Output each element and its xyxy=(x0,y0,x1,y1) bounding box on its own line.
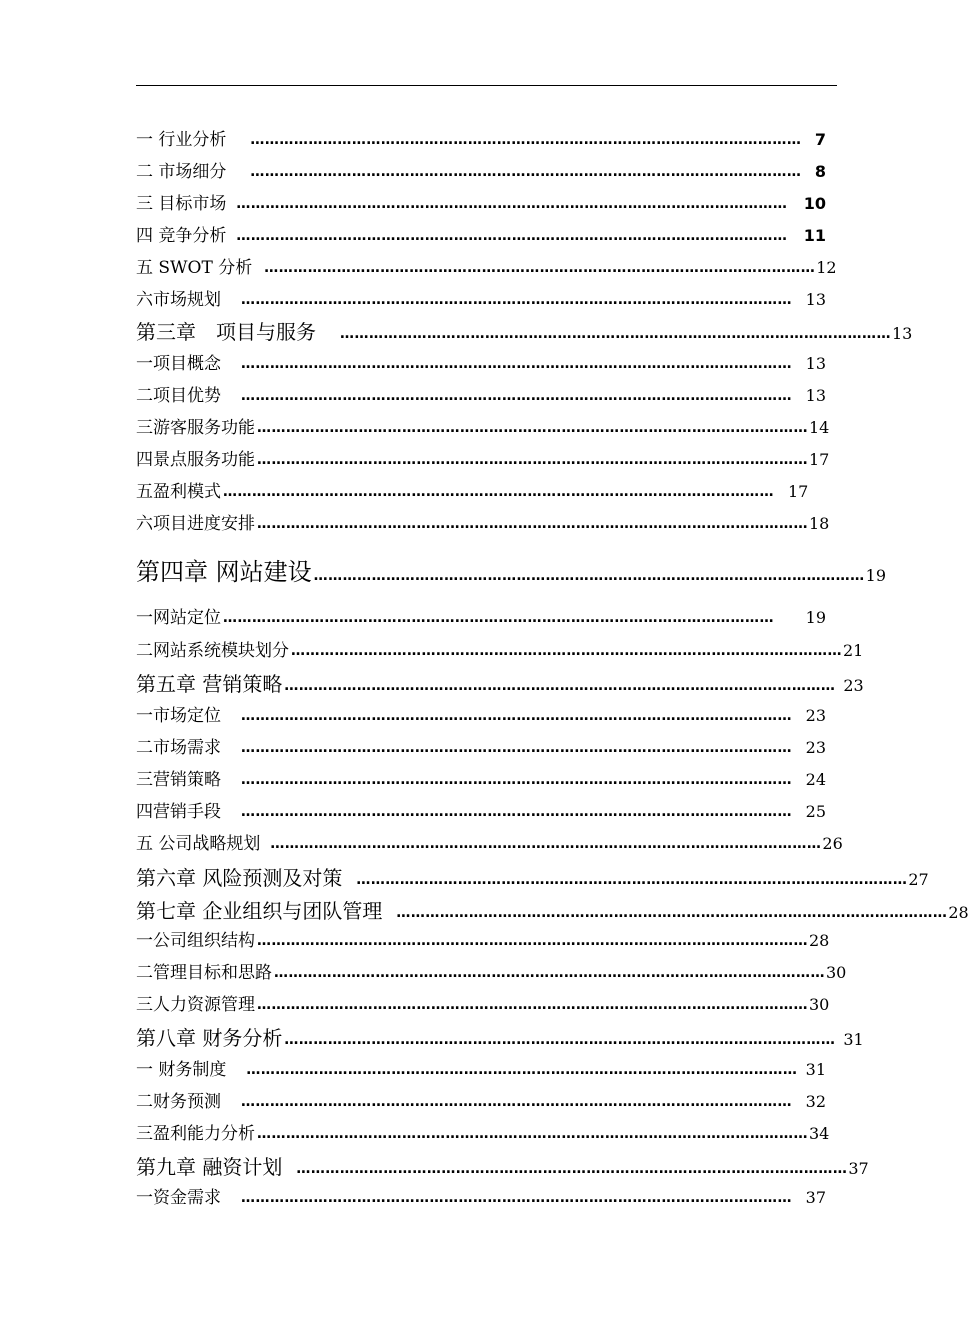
toc-entry-label: 三盈利能力分析 xyxy=(136,1124,255,1144)
toc-entry[interactable] xyxy=(136,770,826,790)
toc-entry[interactable] xyxy=(136,354,826,374)
toc-entry[interactable] xyxy=(136,194,826,214)
toc-entry[interactable] xyxy=(136,482,809,502)
toc-leader: …………………………………………………………………………………………………… xyxy=(313,568,865,584)
toc-entry[interactable] xyxy=(136,386,826,406)
toc-page-number: 19 xyxy=(805,608,826,627)
toc-entry-label: 第七章 企业组织与团队管理 xyxy=(136,899,383,923)
toc-leader: …………………………………………………………………………………………………… xyxy=(257,997,808,1013)
toc-page-number: 12 xyxy=(816,258,837,277)
toc-leader: …………………………………………………………………………………………………… xyxy=(241,772,792,788)
toc-entry-label: 一市场定位 xyxy=(136,706,221,726)
toc-entry[interactable] xyxy=(136,672,864,696)
toc-entry[interactable] xyxy=(136,706,826,726)
toc-leader: …………………………………………………………………………………………………… xyxy=(250,132,802,148)
toc-entry[interactable] xyxy=(136,320,913,344)
toc-page-number: 31 xyxy=(805,1060,826,1079)
toc-page-number: 13 xyxy=(805,290,826,309)
toc-page-number: 32 xyxy=(805,1092,826,1111)
toc-page-number: 13 xyxy=(805,354,826,373)
toc-leader: …………………………………………………………………………………………………… xyxy=(241,356,792,372)
toc-leader: …………………………………………………………………………………………………… xyxy=(356,872,908,888)
toc-leader: …………………………………………………………………………………………………… xyxy=(296,1161,848,1177)
toc-leader: …………………………………………………………………………………………………… xyxy=(241,740,792,756)
toc-entry[interactable] xyxy=(136,130,826,150)
toc-entry-label: 一 行业分析 xyxy=(136,130,227,150)
toc-entry-label: 二网站系统模块划分 xyxy=(136,641,289,661)
toc-leader: …………………………………………………………………………………………………… xyxy=(284,1032,836,1048)
toc-leader: …………………………………………………………………………………………………… xyxy=(246,1062,798,1078)
toc-entry-label: 三游客服务功能 xyxy=(136,418,255,438)
toc-page-number: 30 xyxy=(809,995,830,1014)
toc-entry[interactable] xyxy=(136,995,830,1015)
toc-leader: …………………………………………………………………………………………………… xyxy=(241,1094,792,1110)
toc-leader: …………………………………………………………………………………………………… xyxy=(236,228,788,244)
toc-leader: …………………………………………………………………………………………………… xyxy=(223,484,774,500)
toc-entry[interactable] xyxy=(136,834,843,854)
toc-page-number: 34 xyxy=(809,1124,830,1143)
toc-page-number: 27 xyxy=(908,870,929,889)
toc-page-number: 28 xyxy=(809,931,830,950)
toc-page-number: 17 xyxy=(788,482,809,501)
toc-page-number: 30 xyxy=(826,963,847,982)
toc-entry-label: 三营销策略 xyxy=(136,770,221,790)
toc-entry[interactable] xyxy=(136,1155,869,1179)
toc-entry[interactable] xyxy=(136,802,826,822)
toc-entry-label: 第六章 风险预测及对策 xyxy=(136,866,343,890)
toc-leader: …………………………………………………………………………………………………… xyxy=(291,643,842,659)
toc-entry-label: 第五章 营销策略 xyxy=(136,672,283,696)
toc-page-number: 37 xyxy=(848,1159,869,1178)
toc-entry[interactable] xyxy=(136,1092,826,1112)
toc-entry[interactable] xyxy=(136,1188,826,1208)
toc-entry[interactable] xyxy=(136,558,886,586)
toc-page-number: 23 xyxy=(805,706,826,725)
toc-page-number: 25 xyxy=(805,802,826,821)
toc-leader: …………………………………………………………………………………………………… xyxy=(264,260,816,276)
toc-leader: …………………………………………………………………………………………………… xyxy=(250,164,802,180)
toc-leader: …………………………………………………………………………………………………… xyxy=(284,678,836,694)
toc-entry-label: 二财务预测 xyxy=(136,1092,221,1112)
toc-leader: …………………………………………………………………………………………………… xyxy=(340,326,891,342)
toc-entry-label: 第八章 财务分析 xyxy=(136,1026,283,1050)
toc-page-number: 23 xyxy=(843,676,864,695)
toc-leader: …………………………………………………………………………………………………… xyxy=(241,804,792,820)
toc-leader: …………………………………………………………………………………………………… xyxy=(241,1190,792,1206)
toc-leader: …………………………………………………………………………………………………… xyxy=(274,965,825,981)
toc-leader: …………………………………………………………………………………………………… xyxy=(257,1126,808,1142)
toc-entry[interactable] xyxy=(136,1124,830,1144)
toc-entry[interactable] xyxy=(136,226,826,246)
toc-page-number: 13 xyxy=(805,386,826,405)
toc-page-number: 8 xyxy=(814,162,826,181)
toc-entry-label: 二市场需求 xyxy=(136,738,221,758)
toc-entry-label: 四 竞争分析 xyxy=(136,226,227,246)
toc-page-number: 19 xyxy=(865,566,886,585)
toc-page-number: 10 xyxy=(803,194,826,213)
toc-page-number: 21 xyxy=(843,641,864,660)
toc-page-number: 31 xyxy=(843,1030,864,1049)
toc-entry-label: 一公司组织结构 xyxy=(136,931,255,951)
toc-entry[interactable] xyxy=(136,608,826,628)
toc-entry[interactable] xyxy=(136,866,929,890)
toc-entry[interactable] xyxy=(136,1026,864,1050)
toc-entry[interactable] xyxy=(136,963,847,983)
toc-leader: …………………………………………………………………………………………………… xyxy=(257,420,808,436)
toc-entry[interactable] xyxy=(136,162,826,182)
toc-entry[interactable] xyxy=(136,899,969,923)
toc-entry-label: 第三章 项目与服务 xyxy=(136,320,316,344)
toc-entry[interactable] xyxy=(136,931,830,951)
toc-entry-label: 二 市场细分 xyxy=(136,162,227,182)
toc-entry[interactable] xyxy=(136,450,830,470)
toc-page-number: 13 xyxy=(892,324,913,343)
toc-entry-label: 四营销手段 xyxy=(136,802,221,822)
toc-leader: …………………………………………………………………………………………………… xyxy=(223,610,774,626)
toc-entry[interactable] xyxy=(136,418,830,438)
toc-entry-label: 二管理目标和思路 xyxy=(136,963,272,983)
toc-page-number: 14 xyxy=(809,418,830,437)
toc-leader: …………………………………………………………………………………………………… xyxy=(257,516,808,532)
toc-page-number: 28 xyxy=(948,903,969,922)
toc-entry-label: 三人力资源管理 xyxy=(136,995,255,1015)
toc-leader: …………………………………………………………………………………………………… xyxy=(241,708,792,724)
toc-leader: …………………………………………………………………………………………………… xyxy=(236,196,788,212)
toc-entry-label: 第九章 融资计划 xyxy=(136,1155,283,1179)
toc-entry-label: 六项目进度安排 xyxy=(136,514,255,534)
toc-page-number: 17 xyxy=(809,450,830,469)
toc-entry-label: 五盈利模式 xyxy=(136,482,221,502)
toc-entry-label: 第四章 网站建设 xyxy=(136,558,312,586)
toc-entry-label: 一资金需求 xyxy=(136,1188,221,1208)
toc-entry[interactable] xyxy=(136,258,837,278)
toc-entry-label: 一 财务制度 xyxy=(136,1060,227,1080)
toc-entry[interactable] xyxy=(136,1060,826,1080)
toc-entry-label: 四景点服务功能 xyxy=(136,450,255,470)
toc-entry[interactable] xyxy=(136,290,826,310)
toc-leader: …………………………………………………………………………………………………… xyxy=(241,292,792,308)
header-rule xyxy=(136,85,837,86)
toc-entry-label: 三 目标市场 xyxy=(136,194,227,214)
toc-page-number: 23 xyxy=(805,738,826,757)
toc-entry[interactable] xyxy=(136,641,864,661)
toc-entry[interactable] xyxy=(136,514,830,534)
toc-page-number: 18 xyxy=(809,514,830,533)
toc-leader: …………………………………………………………………………………………………… xyxy=(270,836,822,852)
toc-entry[interactable] xyxy=(136,738,826,758)
toc-leader: …………………………………………………………………………………………………… xyxy=(257,933,808,949)
toc-leader: …………………………………………………………………………………………………… xyxy=(241,388,792,404)
toc-leader: …………………………………………………………………………………………………… xyxy=(257,452,808,468)
toc-entry-label: 五 公司战略规划 xyxy=(136,834,261,854)
toc-page-number: 11 xyxy=(803,226,826,245)
toc-entry-label: 一项目概念 xyxy=(136,354,221,374)
toc-entry-label: 一网站定位 xyxy=(136,608,221,628)
toc-leader: …………………………………………………………………………………………………… xyxy=(396,905,948,921)
toc-entry-label: 二项目优势 xyxy=(136,386,221,406)
toc-page-number: 37 xyxy=(805,1188,826,1207)
toc-entry-label: 五 SWOT 分析 xyxy=(136,258,253,278)
toc-entry-label: 六市场规划 xyxy=(136,290,221,310)
toc-page-number: 7 xyxy=(814,130,826,149)
toc-page-number: 24 xyxy=(805,770,826,789)
toc-page-number: 26 xyxy=(822,834,843,853)
